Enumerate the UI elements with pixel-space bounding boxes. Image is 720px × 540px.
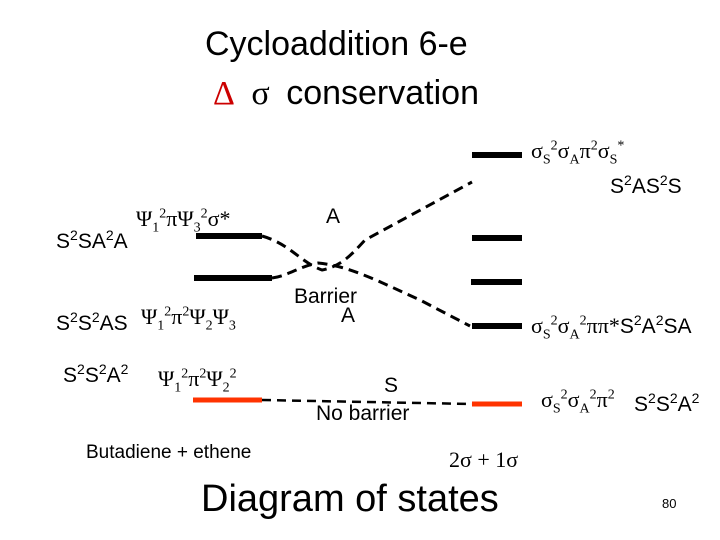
barrier-label: Barrier: [294, 285, 358, 308]
left-config-2: $S^2S^2AS$: [56, 309, 128, 335]
symmetry-label-s: S: [384, 374, 399, 397]
right-orbitals-3: $\sigma_S^2\sigma_A^2\pi^2$: [541, 387, 615, 417]
left-orbitals-3: $\Psi_1^2\pi^2\Psi_2^2$: [158, 366, 237, 396]
page-number: 80: [662, 496, 677, 511]
right-state-2-label: $\sigma_S^2\sigma_A^2\pi\pi*S^2A^2SA$: [531, 312, 692, 343]
left-config-3: $S^2S^2A^2$: [63, 361, 129, 387]
title-line-2: [213, 76, 479, 111]
symmetry-label-a-top: A: [326, 205, 341, 228]
sigma-symbol: σ: [251, 75, 270, 112]
title-line-1: Cycloaddition 6-e: [205, 25, 468, 63]
delta-symbol: Δ: [213, 75, 235, 112]
right-orbitals-1: $\sigma_S^2\sigma_A\pi^2\sigma_S^*$: [531, 138, 625, 168]
left-orbitals-1: $\Psi_1^2\pi\Psi_3^2\sigma*$: [136, 206, 231, 236]
diagram-subtitle: Diagram of states: [201, 478, 499, 520]
left-config-1: $S^2SA^2A$: [56, 227, 128, 253]
electron-count: 2σ + 1σ: [449, 447, 519, 472]
barrier-symmetry-a: A: [341, 304, 356, 327]
no-barrier-label: No barrier: [316, 402, 410, 425]
conservation-word: conservation: [286, 74, 479, 112]
butadiene-ethene-label: Butadiene + ethene: [86, 442, 252, 463]
right-config-1: $S^2AS^2S$: [610, 172, 682, 198]
correlation-curve-top: [262, 182, 472, 270]
left-orbitals-2: $\Psi_1^2\pi^2\Psi_2\Psi_3$: [141, 304, 236, 334]
right-config-3: $S^2S^2A^2$: [634, 390, 700, 416]
